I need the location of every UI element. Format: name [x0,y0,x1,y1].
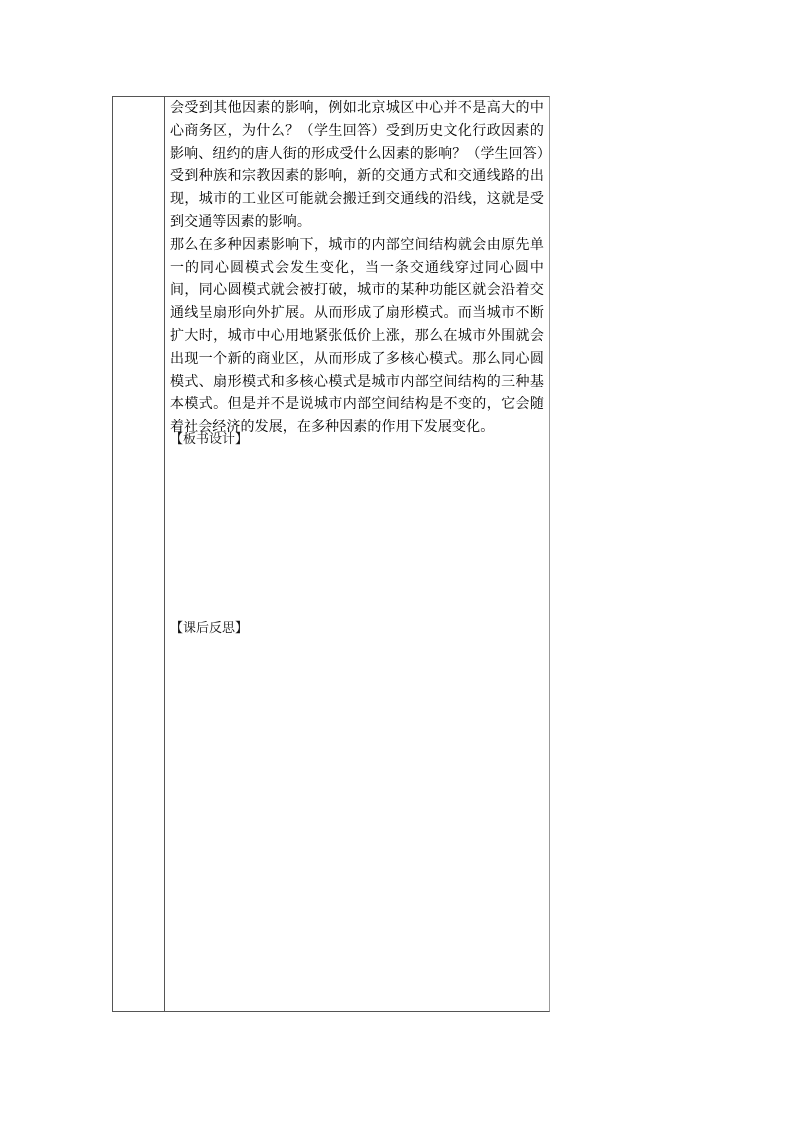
paragraph-influencing-factors: 会受到其他因素的影响，例如北京城区中心并不是高大的中心商务区，为什么？（学生回答）受到历史文化行政因素的影响、纽约的唐人街的形成受什么因素的影响？（学生回答）受到种族和宗教因素的影响，新的交通方式和交通线路的出现，城市的工业区可能就会搬迁到交通线的沿线，这就是受到交通等因素的影响。 [170,100,544,230]
paragraph-spatial-models: 那么在多种因素影响下，城市的内部空间结构就会由原先单一的同心圆模式会发生变化，当一条交通线穿过同心圆中间，同心圆模式就会被打破，城市的某种功能区就会沿着交通线呈扇形向外扩展。从而形成了扇形模式。而当城市不断扩大时，城市中心用地紧张低价上涨，那么在城市外围就会出现一个新的商业区，从而形成了多核心模式。那么同心圆模式、扇形模式和多核心模式是城市内部空间结构的三种基本模式。但是并不是说城市内部空间结构是不变的，它会随着社会经济的发展，在多种因素的作用下发展变化。 [170,236,544,436]
lesson-plan-table [112,96,550,1012]
column-divider [164,97,165,1011]
lesson-content [170,97,544,439]
reflection-heading: 【课后反思】 [170,621,249,636]
board-design-heading: 【板书设计】 [170,432,249,447]
